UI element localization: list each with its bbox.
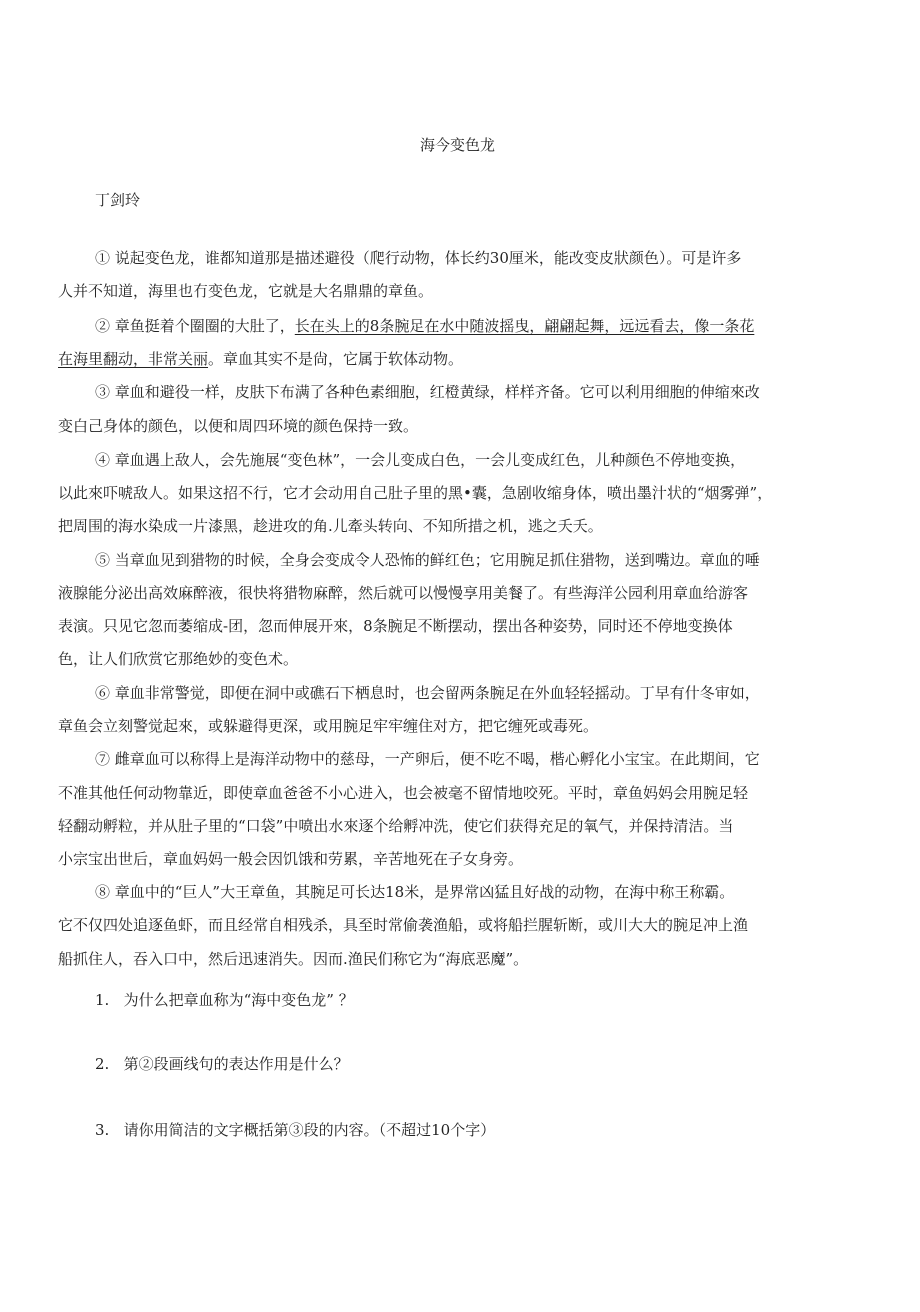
question-number: 1.: [95, 991, 110, 1009]
paragraph-1-line: 人并不知道，海里也冇变色龙，它就是大名鼎鼎的章鱼。: [58, 282, 434, 300]
underlined-sentence: 在海里翻动，非常关丽: [58, 350, 209, 368]
paragraph-7-line: 不准其他任何动物靠近，即使章血爸爸不小心进入，也会被毫不留情地咬死。平时，章鱼妈妈会用腕足轻: [58, 784, 749, 802]
question-number: 2.: [95, 1055, 110, 1073]
paragraph-1-line: ① 说起变色龙，谁都知道那是描述避役（爬行动物，体长约30厘米，能改变皮狀颜色）。可是许多: [95, 249, 742, 267]
article-title: 海今变色龙: [420, 136, 496, 154]
paragraph-6-line: 章鱼会立刻警觉起來，或躲避得更深，或用腕足牢牢缠住对方，把它缠死或毒死。: [58, 717, 599, 735]
paragraph-7-line: 小宗宝出世后，章血妈妈一般会因饥饿和劳累，辛苦地死在子女身旁。: [58, 850, 524, 868]
question-1: [95, 990, 354, 1010]
question-number: 3.: [95, 1121, 110, 1139]
question-text: 第②段画线句的表达作用是什么？: [123, 1055, 349, 1073]
author: 丁剑玲: [95, 191, 141, 209]
paragraph-8-line: 它不仅四处追逐鱼虾，而且经常自相残杀，具至时常偷袭渔船，或将船拦腥斩断，或川大大的腕足冲上渔: [58, 916, 749, 934]
paragraph-8-line: 船抓住人，吞入口中，然后迅速消失。因而.渔民们称它为“海底恶魔”。: [58, 950, 529, 968]
paragraph-4-line: 以此來吓唬敌人。如果这招不行，它才会动用自己肚子里的黑•囊，急剧收缩身体，喷出墨汁状的“烟雾弹”，: [58, 484, 773, 502]
paragraph-2-text: ② 章鱼挺着个圈圈的大肚了，: [95, 317, 295, 335]
question-text: 为什么把章血称为“海中变色龙” ？: [123, 991, 354, 1009]
question-2: [95, 1054, 349, 1074]
question-3: [95, 1120, 495, 1140]
paragraph-5-line: 色，让人们欣赏它那绝妙的变色术。: [58, 650, 299, 668]
paragraph-2-line: [95, 316, 754, 336]
paragraph-5-line: 表演。只见它忽而萎缩成-团，忽而伸展开來，8条腕足不断摆动，摆出各种姿势，同时还不停地变换体: [58, 617, 733, 635]
paragraph-2-line: [58, 349, 463, 369]
paragraph-7-line: ⑦ 雌章血可以称得上是海洋动物中的慈母，一产卵后，便不吃不喝，楷心孵化小宝宝。在此期间，它: [95, 750, 760, 768]
paragraph-7-line: 轻翻动孵粒，并从肚子里的“口袋”中喷出水來逐个给孵冲洗，使它们获得充足的氧气，并保持清洁。当: [58, 817, 734, 835]
question-text: 请你用简洁的文字概括第③段的内容。（不超过10个字）: [123, 1121, 496, 1139]
paragraph-2-text: 。章血其实不是尙，它属于软体动物。: [208, 350, 464, 368]
paragraph-8-line: ⑧ 章血中的“巨人”大王章鱼，其腕足可长达18米，是界常凶猛且好战的动物，在海中称王称霸。: [95, 883, 735, 901]
paragraph-6-line: ⑥ 章血非常警觉，即便在洞中或礁石下栖息时，也会留两条腕足在外血轻轻摇动。丁早有什冬审如，: [95, 684, 760, 702]
paragraph-4-line: ④ 章血遇上敌人，会先施展“变色林”，一会儿变成白色，一会儿变成红色，儿种颜色不停地变换，: [95, 451, 746, 469]
paragraph-5-line: ⑤ 当章血见到猎物的时候，全身会变成令人恐怖的鲜红色；它用腕足抓住猎物，送到嘴边。章血的唾: [95, 551, 760, 569]
paragraph-3-line: ③ 章血和避役一样，皮肤下布满了各种色素细胞，红橙黄绿，样样齐备。它可以利用细胞的伸缩來改: [95, 383, 760, 401]
paragraph-5-line: 液腺能分泌出高效麻醉液，很快将猎物麻醉，然后就可以慢慢享用美餐了。有些海洋公园利用章血给游客: [58, 584, 749, 602]
paragraph-3-line: 变白己身体的颜色，以便和周四环境的颜色保持一致。: [58, 417, 419, 435]
underlined-sentence: 长在头上的8条腕足在水中随波摇曳，翩翩起舞，远远看去，像一条花: [294, 317, 755, 335]
paragraph-4-line: 把周围的海水染成一片漆黑，趁进攻的角.儿牽头转向、不知所措之机，逃之夭夭。: [58, 517, 603, 535]
